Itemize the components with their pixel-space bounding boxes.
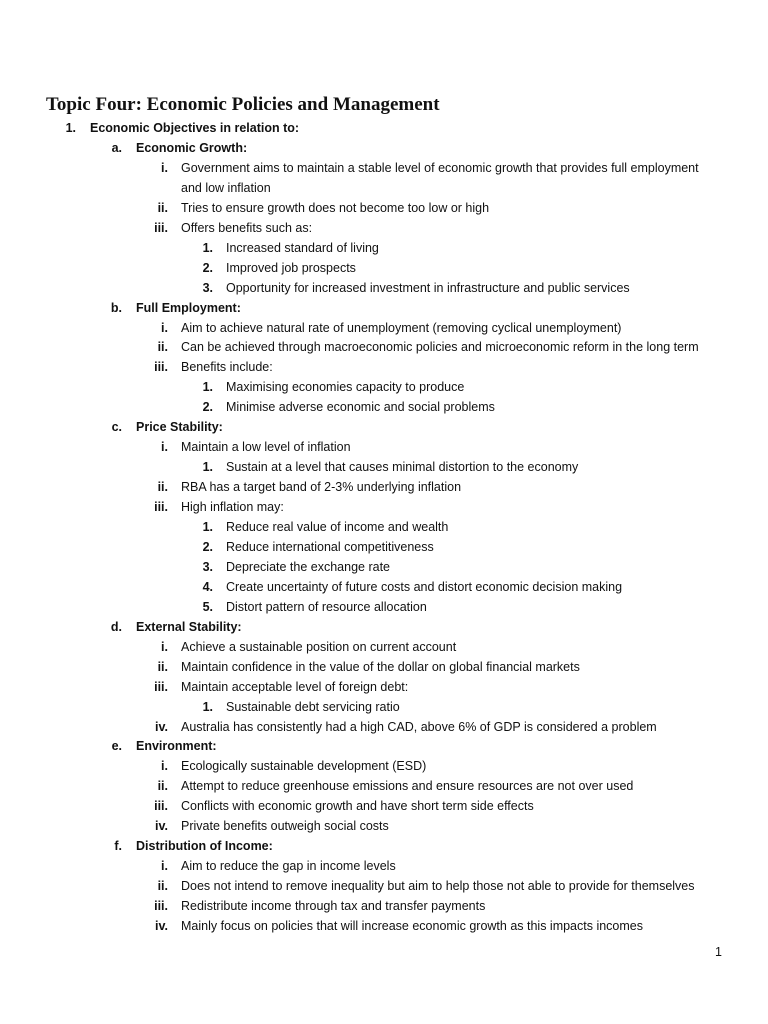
- list-marker: iii.: [154, 899, 168, 914]
- list-item-text: Maintain confidence in the value of the dollar on global financial markets: [181, 659, 580, 674]
- list-marker: ii.: [157, 659, 168, 674]
- list-item-text: Ecologically sustainable development (ESD): [181, 759, 427, 774]
- list-item-text: RBA has a target band of 2-3% underlying inflation: [181, 480, 462, 495]
- list-item-text: Australia has consistently had a high CAD, above 6% of GDP is considered a problem: [181, 719, 657, 734]
- list-marker: ii.: [157, 200, 168, 215]
- list-item: [0, 357, 768, 377]
- list-item-text: Maximising economies capacity to produce: [226, 380, 465, 395]
- list-item: [0, 577, 768, 597]
- list-item-text: Distribution of Income:: [136, 839, 273, 854]
- list-marker: 1.: [202, 520, 213, 534]
- list-item: [0, 916, 768, 936]
- list-item: [0, 198, 768, 218]
- list-item-text: Create uncertainty of future costs and distort economic decision making: [226, 579, 623, 594]
- list-item-text: Full Employment:: [136, 300, 241, 315]
- list-marker: c.: [111, 420, 122, 435]
- list-item: [0, 597, 768, 617]
- list-item: [0, 437, 768, 457]
- list-item: [0, 218, 768, 238]
- list-item-text: External Stability:: [136, 619, 242, 634]
- list-marker: i.: [161, 160, 168, 175]
- list-marker: ii.: [157, 779, 168, 794]
- list-marker: e.: [111, 739, 122, 754]
- list-item: [0, 776, 768, 796]
- list-item-text: Reduce real value of income and wealth: [226, 520, 449, 534]
- page-number: 1: [715, 945, 722, 959]
- list-item-text: and low inflation: [181, 180, 271, 195]
- list-item: [0, 717, 768, 737]
- list-marker: 1.: [65, 121, 76, 135]
- list-marker: iii.: [154, 799, 168, 814]
- list-marker: iv.: [155, 919, 168, 933]
- list-item-text: Does not intend to remove inequality but aim to help those not able to provide for themselves: [181, 879, 695, 894]
- list-marker: i.: [161, 859, 168, 874]
- list-marker: a.: [111, 140, 122, 155]
- list-item-text: Reduce international competitiveness: [226, 539, 434, 554]
- list-item: [0, 417, 768, 437]
- list-item: [0, 138, 768, 158]
- list-item-text: Benefits include:: [181, 360, 273, 375]
- list-item: [0, 836, 768, 856]
- list-item: [0, 637, 768, 657]
- list-item: [0, 158, 768, 178]
- list-marker: 2.: [202, 400, 213, 415]
- list-item-text: Redistribute income through tax and transfer payments: [181, 899, 486, 914]
- list-marker: 1.: [202, 699, 213, 714]
- list-item-text: Increased standard of living: [226, 240, 379, 255]
- list-marker: d.: [110, 619, 122, 634]
- list-item-text: Achieve a sustainable position on current account: [181, 639, 457, 654]
- list-marker: 4.: [202, 579, 213, 594]
- list-item-text: Offers benefits such as:: [181, 220, 313, 235]
- list-marker: f.: [114, 839, 122, 854]
- list-item: [0, 856, 768, 876]
- list-marker: 3.: [202, 280, 213, 295]
- list-marker: 2.: [202, 260, 213, 275]
- list-item: [0, 816, 768, 836]
- list-item: [0, 657, 768, 677]
- list-item-text: Distort pattern of resource allocation: [226, 599, 427, 614]
- list-item: [0, 258, 768, 278]
- list-item-text: Maintain a low level of inflation: [181, 440, 351, 455]
- list-item: [0, 477, 768, 497]
- list-item-text: Sustain at a level that causes minimal distortion to the economy: [226, 460, 579, 475]
- list-marker: 5.: [202, 599, 213, 614]
- list-marker: 3.: [202, 559, 213, 574]
- list-item: [0, 617, 768, 637]
- list-item-text: Aim to achieve natural rate of unemployment (removing cyclical unemployment): [181, 320, 622, 335]
- list-item: [0, 118, 768, 138]
- list-item: [0, 457, 768, 477]
- list-marker: ii.: [157, 340, 168, 355]
- list-item: [0, 238, 768, 258]
- list-marker: i.: [161, 639, 168, 654]
- list-marker: iii.: [154, 220, 168, 235]
- page-title: Topic Four: Economic Policies and Management: [46, 94, 440, 115]
- list-item: [0, 876, 768, 896]
- list-item: [0, 517, 768, 537]
- list-item-text: High inflation may:: [181, 500, 284, 515]
- list-item-text: Aim to reduce the gap in income levels: [181, 859, 396, 874]
- list-item-text: Environment:: [136, 739, 217, 754]
- list-item-text: Sustainable debt servicing ratio: [226, 699, 400, 714]
- list-item: [0, 337, 768, 357]
- list-marker: iii.: [154, 360, 168, 375]
- list-item-text: Price Stability:: [136, 420, 223, 435]
- list-item: [0, 497, 768, 517]
- list-item-text: Conflicts with economic growth and have short term side effects: [181, 799, 534, 814]
- list-item: [0, 178, 768, 198]
- list-marker: 1.: [202, 240, 213, 255]
- list-item-text: Attempt to reduce greenhouse emissions and ensure resources are not over used: [181, 779, 634, 794]
- list-marker: ii.: [157, 480, 168, 495]
- list-item: [0, 397, 768, 417]
- list-item-text: Opportunity for increased investment in infrastructure and public services: [226, 280, 630, 295]
- list-item: [0, 537, 768, 557]
- list-marker: iii.: [154, 500, 168, 515]
- list-marker: ii.: [157, 879, 168, 894]
- list-marker: iv.: [155, 819, 168, 834]
- list-item: [0, 896, 768, 916]
- list-item: [0, 557, 768, 577]
- list-item-text: Minimise adverse economic and social problems: [226, 400, 495, 415]
- list-marker: 2.: [202, 539, 213, 554]
- list-item-text: Economic Growth:: [136, 140, 248, 155]
- list-marker: 1.: [202, 380, 213, 395]
- list-item: [0, 736, 768, 756]
- list-item-text: Government aims to maintain a stable level of economic growth that provides full employment: [181, 160, 699, 175]
- list-marker: i.: [161, 759, 168, 774]
- list-item-text: Private benefits outweigh social costs: [181, 819, 389, 834]
- list-item: [0, 298, 768, 318]
- list-item: [0, 278, 768, 298]
- list-item-text: Depreciate the exchange rate: [226, 559, 390, 574]
- list-item: [0, 796, 768, 816]
- list-marker: 1.: [202, 460, 213, 475]
- list-marker: iii.: [154, 679, 168, 694]
- list-marker: i.: [161, 440, 168, 455]
- list-item-text: Improved job prospects: [226, 260, 356, 275]
- list-item: [0, 677, 768, 697]
- list-marker: b.: [110, 300, 122, 315]
- list-item: [0, 697, 768, 717]
- list-item-text: Tries to ensure growth does not become too low or high: [181, 200, 490, 215]
- list-item: [0, 318, 768, 338]
- list-item-text: Economic Objectives in relation to:: [90, 121, 300, 135]
- list-marker: i.: [161, 320, 168, 335]
- list-item: [0, 756, 768, 776]
- list-marker: iv.: [155, 719, 168, 734]
- list-item: [0, 377, 768, 397]
- list-item-text: Can be achieved through macroeconomic policies and microeconomic reform in the long term: [181, 340, 699, 355]
- list-item-text: Mainly focus on policies that will increase economic growth as this impacts incomes: [181, 919, 643, 933]
- list-item-text: Maintain acceptable level of foreign debt:: [181, 679, 409, 694]
